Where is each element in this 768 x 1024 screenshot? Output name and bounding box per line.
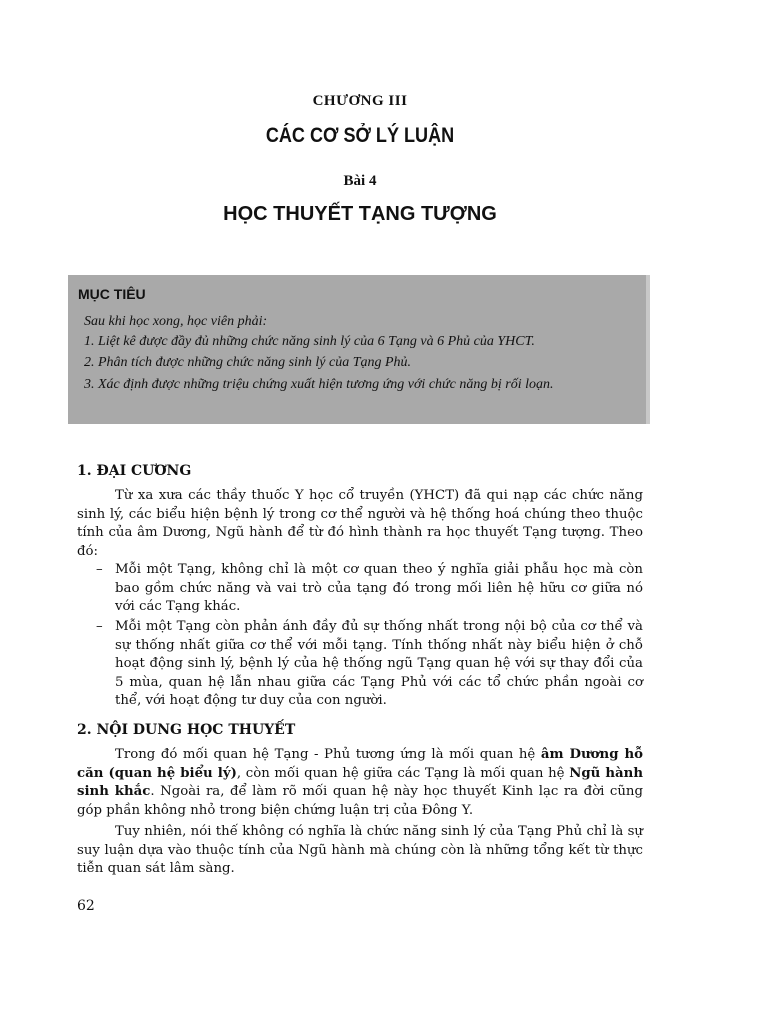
emphasis-text: Ngũ hành sinh khắc <box>77 765 643 799</box>
objectives-box <box>68 275 650 424</box>
chapter-label: CHƯƠNG III <box>312 93 408 109</box>
bullet-dash: – <box>96 562 103 577</box>
objectives-heading: MỤC TIÊU <box>78 286 146 302</box>
objectives-intro: Sau khi học xong, học viên phải: <box>84 314 268 329</box>
lesson-title: HỌC THUYẾT TẠNG TƯỢNG <box>223 203 497 225</box>
paragraph-text: , còn mối quan hệ giữa các Tạng là mối quan hệ <box>236 765 570 781</box>
chapter-title: CÁC CƠ SỞ LÝ LUẬN <box>265 124 455 147</box>
paragraph-text: . Ngoài ra, để làm rõ mối quan hệ này học thuyết Kinh lạc ra đời cũng góp phần không nhỏ trong biện chứng luận trị của Đông Y. <box>77 784 643 818</box>
page-number: 62 <box>77 898 95 914</box>
section-heading-content: 2. NỘI DUNG HỌC THUYẾT <box>77 722 296 738</box>
emphasis-text: âm Dương hỗ căn (quan hệ biểu lý) <box>77 747 643 781</box>
section-heading-overview: 1. ĐẠI CƯƠNG <box>77 463 192 479</box>
bullet-item <box>96 561 643 617</box>
bullet-text: Mỗi một Tạng còn phản ánh đầy đủ sự thống nhất trong nội bộ của cơ thể và sự thống nhất giữa cơ thể với mỗi tạng. Tính thống nhất này biểu hiện ở chỗ hoạt động sinh lý, bệnh lý của hệ thống ngũ Tạng quan hệ với sự thay đổi của 5 mùa, quan hệ lẫn nhau giữa các Tạng Phủ với các tổ chức phần ngoài cơ thể, với hoạt động tư duy của con người. <box>115 619 643 708</box>
objective-item: 3. Xác định được những triệu chứng xuất hiện tương ứng với chức năng bị rối loạn. <box>84 377 554 392</box>
lesson-label: Bài 4 <box>343 173 377 189</box>
section-content-paragraph-1 <box>77 746 643 820</box>
section-content-paragraph-2: Tuy nhiên, nói thế không có nghĩa là chức năng sinh lý của Tạng Phủ chỉ là sự suy luận dựa vào thuộc tính của Ngũ hành mà chúng còn là những tổng kết từ thực tiễn quan sát lâm sàng. <box>77 824 643 876</box>
bullet-dash: – <box>96 619 103 634</box>
section-overview-paragraph: Từ xa xưa các thầy thuốc Y học cổ truyền (YHCT) đã qui nạp các chức năng sinh lý, các biểu hiện bệnh lý trong cơ thể người và hệ thống hoá chúng theo thuộc tính của âm Dương, Ngũ hành để từ đó hình thành ra học thuyết Tạng tượng. Theo đó: <box>77 488 643 559</box>
paragraph-text: Trong đó mối quan hệ Tạng - Phủ tương ứng là mối quan hệ <box>115 747 541 762</box>
bullet-item <box>96 618 643 711</box>
bullet-text: Mỗi một Tạng, không chỉ là một cơ quan theo ý nghĩa giải phẫu học mà còn bao gồm chức năng và vai trò của tạng đó trong mối liên hệ hữu cơ giữa nó với các Tạng khác. <box>115 562 643 614</box>
objective-item: 1. Liệt kê được đầy đủ những chức năng sinh lý của 6 Tạng và 6 Phủ của YHCT. <box>84 334 535 349</box>
objective-item: 2. Phân tích được những chức năng sinh lý của Tạng Phủ. <box>84 355 412 370</box>
